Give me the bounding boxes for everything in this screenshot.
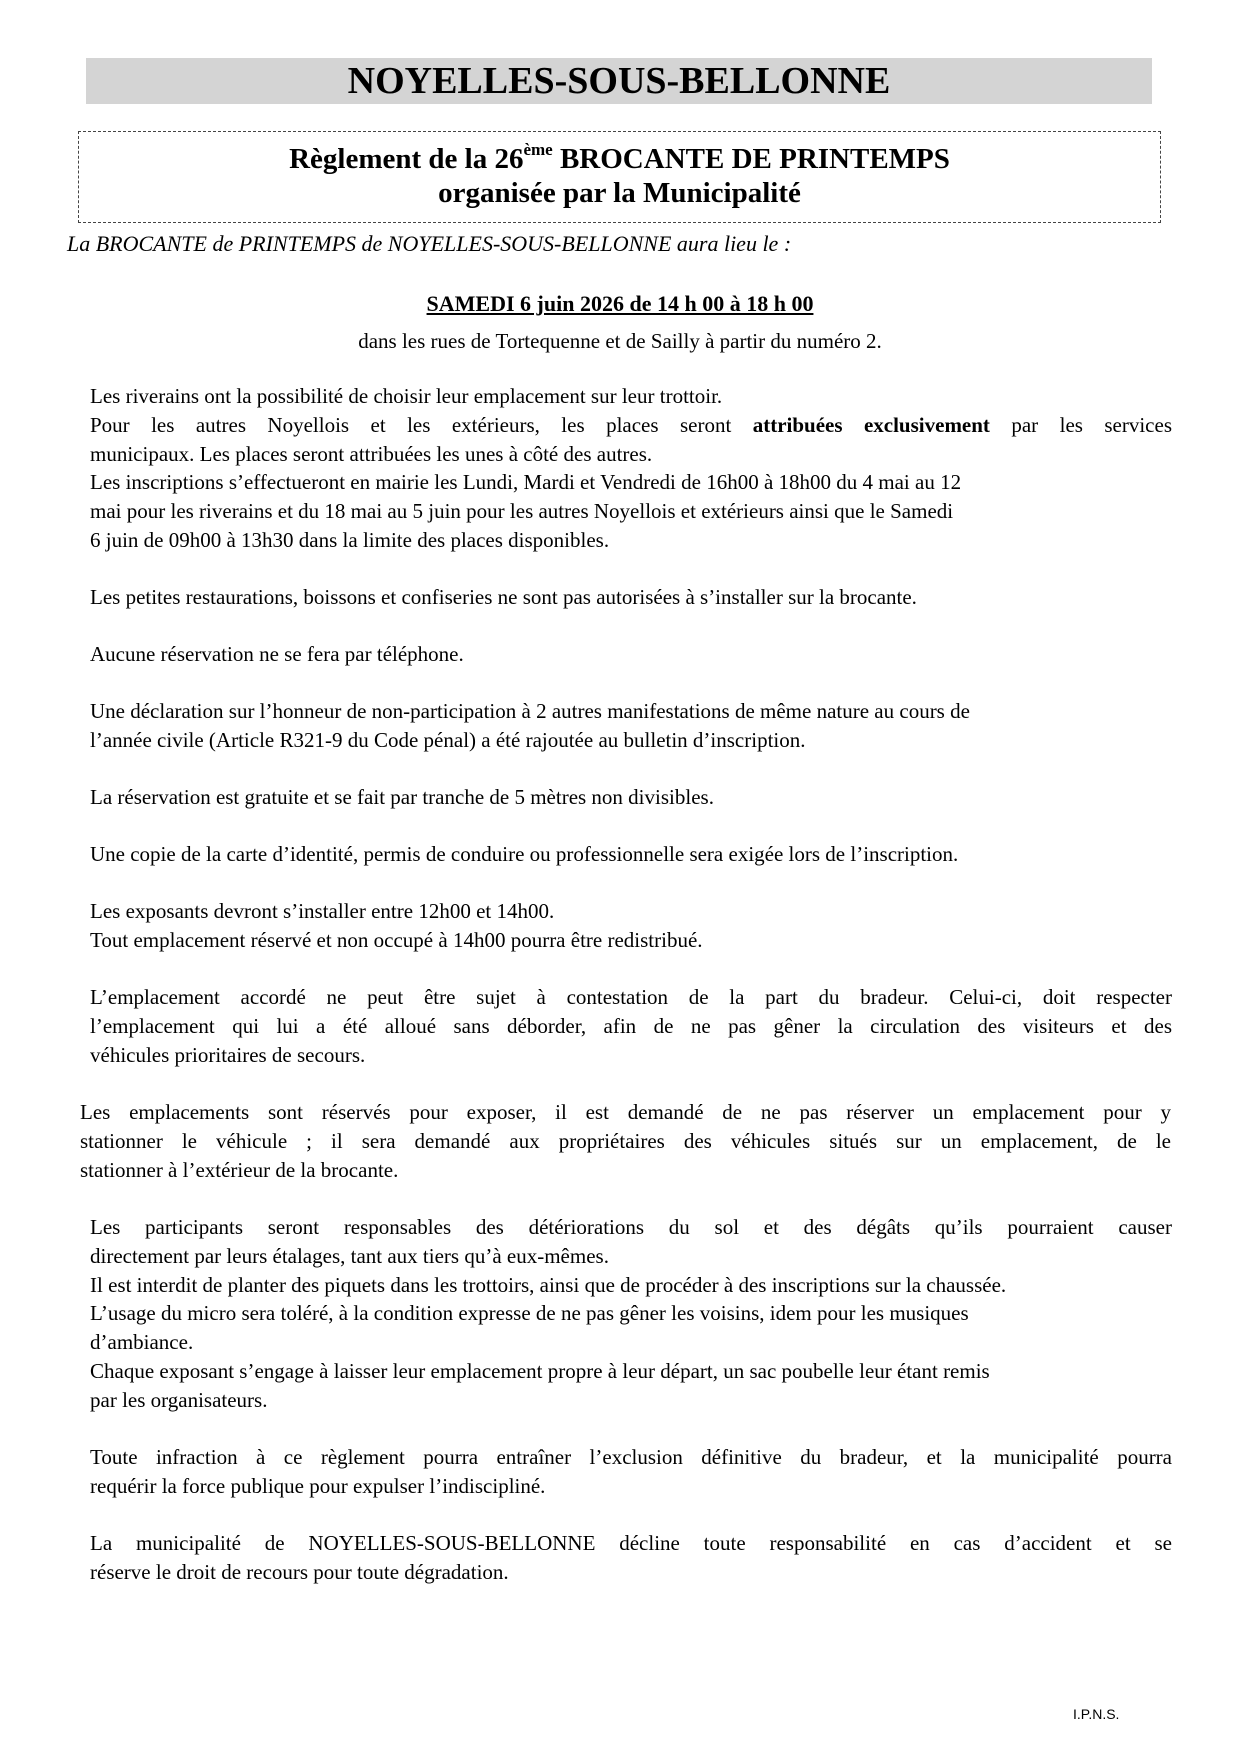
rule-line: Les exposants devront s’installer entre 12h00 et 14h00. [90,899,555,923]
rule-responsibility [90,1213,1172,1415]
rule-line: Les emplacements sont réservés pour exposer, il est demandé de ne pas réserver un emplacement pour y [80,1100,1171,1124]
rule-line: stationner à l’extérieur de la brocante. [80,1157,399,1182]
ipns-footer: I.P.N.S. [1073,1706,1120,1722]
event-location: dans les rues de Tortequenne et de Sailly à partir du numéro 2. [358,329,882,353]
text-part: par les services [989,412,1172,437]
ordinal-suffix: ème [523,140,553,159]
rule-line: véhicules prioritaires de secours. [90,1042,366,1067]
rule-line: stationner le véhicule ; il sera demandé aux propriétaires des véhicules situés sur un emplacement, de le [80,1128,1171,1153]
rule-setup-time [90,897,1172,955]
rule-line: par les organisateurs. [90,1387,268,1412]
text-part: Pour les autres Noyellois et les extérieurs, les places seront [90,412,753,437]
title-part: Règlement de la 26 [289,143,524,175]
event-date: SAMEDI 6 juin 2026 de 14 h 00 à 18 h 00 [426,291,814,316]
rule-line: Les riverains ont la possibilité de choisir leur emplacement sur leur trottoir. [90,384,723,408]
rule-line: l’année civile (Article R321-9 du Code pénal) a été rajoutée au bulletin d’inscription. [90,727,806,752]
rule-line: Chaque exposant s’engage à laisser leur emplacement propre à leur départ, un sac poubelle leur étant remis [90,1358,990,1383]
rule-line: Toute infraction à ce règlement pourra entraîner l’exclusion définitive du bradeur, et la municipalité pourra [90,1445,1172,1469]
rule-free-booking [90,783,1172,812]
rule-line: L’emplacement accordé ne peut être sujet à contestation de la part du bradeur. Celui-ci, doit respecter [90,985,1172,1009]
rule-id-copy [90,840,1172,869]
rule-line: Les petites restaurations, boissons et confiseries ne sont pas autorisées à s’installer sur la brocante. [90,585,917,609]
rule-line: directement par leurs étalages, tant aux tiers qu’à eux-mêmes. [90,1243,609,1268]
town-banner [86,58,1152,104]
rule-line: Les inscriptions s’effectueront en mairie les Lundi, Mardi et Vendredi de 16h00 à 18h00 du 4 mai au 12 [90,470,962,495]
rule-line: 6 juin de 09h00 à 13h30 dans la limite des places disponibles. [90,527,610,552]
emphasis-text: attribuées exclusivement [752,412,990,437]
rule-line: mai pour les riverains et du 18 mai au 5 juin pour les autres Noyellois et extérieurs ainsi que le Samedi [90,499,954,524]
rule-registration [90,382,1172,555]
rule-line: La réservation est gratuite et se fait par tranche de 5 mètres non divisibles. [90,785,714,809]
rule-line [90,411,1172,440]
rule-phone [90,640,1172,669]
rule-line: Une copie de la carte d’identité, permis de conduire ou professionnelle sera exigée lors de l’inscription. [90,842,959,866]
title-line-1 [79,142,1160,176]
rule-vehicles [80,1098,1171,1184]
rule-line: Les participants seront responsables des détériorations du sol et des dégâts qu’ils pourraient causer [90,1215,1172,1239]
rule-location [90,983,1172,1069]
rule-food [90,583,1172,612]
rule-line: L’usage du micro sera toléré, à la condition expresse de ne pas gêner les voisins, idem pour les musiques [90,1301,969,1326]
intro-text: La BROCANTE de PRINTEMPS de NOYELLES-SOUS-BELLONNE aura lieu le : [67,231,792,256]
rule-line: requérir la force publique pour expulser l’indiscipliné. [90,1473,546,1498]
rule-liability [90,1529,1172,1587]
town-name: NOYELLES-SOUS-BELLONNE [347,60,891,102]
rule-line: réserve le droit de recours pour toute dégradation. [90,1559,509,1584]
rule-line: La municipalité de NOYELLES-SOUS-BELLONNE décline toute responsabilité en cas d’accident et se [90,1531,1172,1555]
rule-line: Aucune réservation ne se fera par téléphone. [90,642,464,666]
rule-declaration [90,697,1172,755]
rule-line: l’emplacement qui lui a été alloué sans déborder, afin de ne pas gêner la circulation des visiteurs et des [90,1013,1172,1038]
rule-infraction [90,1443,1172,1501]
rule-line: municipaux. Les places seront attribuées les unes à côté des autres. [90,441,653,466]
rule-line: d’ambiance. [90,1330,194,1355]
title-line-2: organisée par la Municipalité [438,177,801,209]
title-part: BROCANTE DE PRINTEMPS [552,143,950,175]
rule-line: Tout emplacement réservé et non occupé à 14h00 pourra être redistribué. [90,927,703,952]
rule-line: Il est interdit de planter des piquets dans les trottoirs, ainsi que de procéder à des inscriptions sur la chaussée. [90,1272,1007,1297]
title-box [78,131,1161,223]
rule-line: Une déclaration sur l’honneur de non-participation à 2 autres manifestations de même nature au cours de [90,699,970,723]
